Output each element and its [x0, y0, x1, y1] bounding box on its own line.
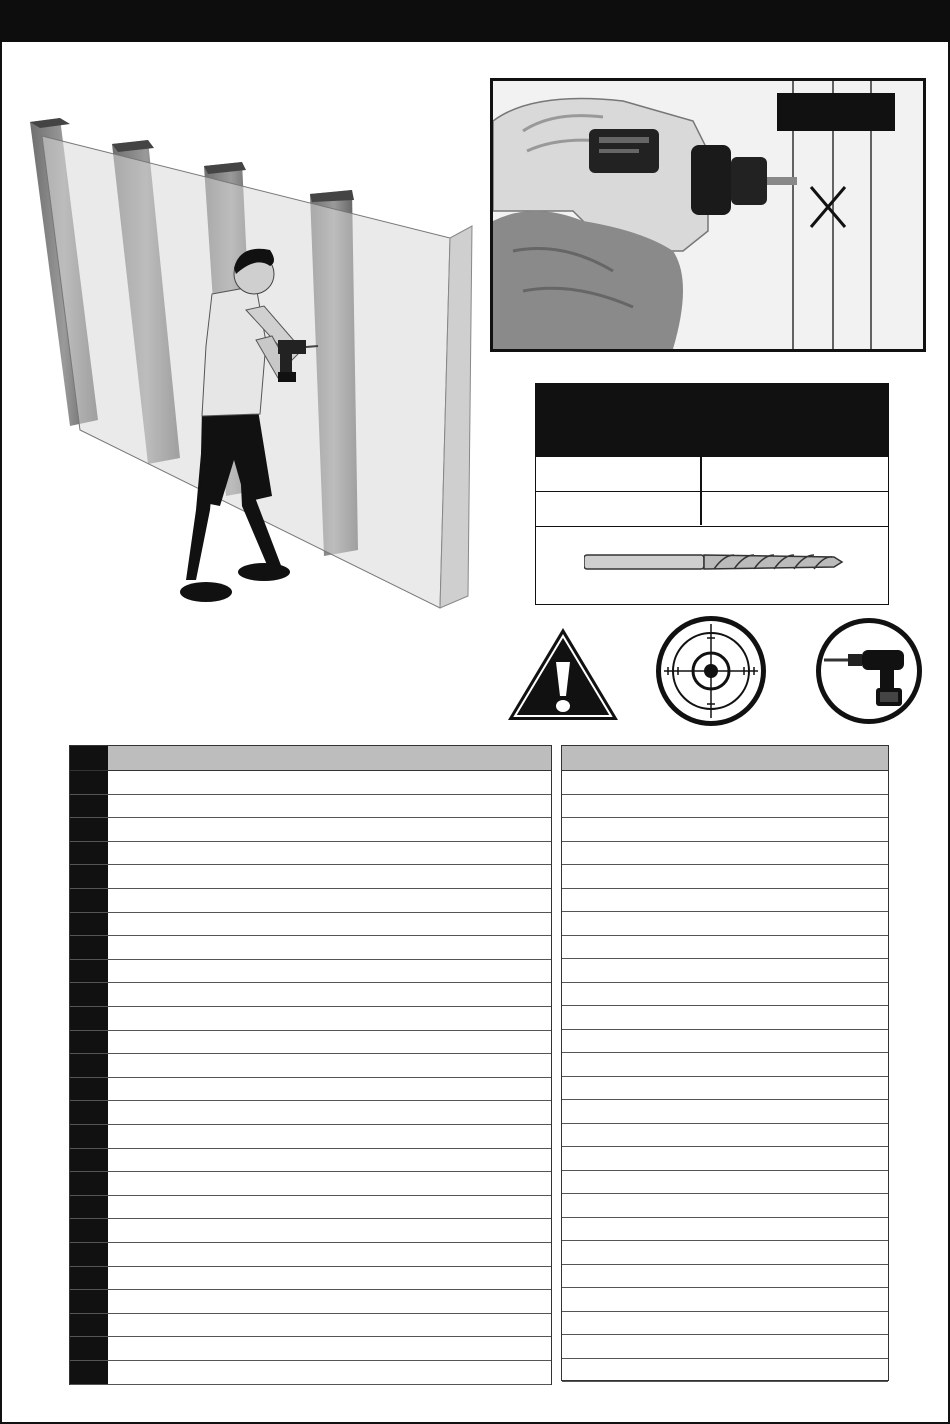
parts-list-row [70, 1267, 551, 1291]
row-number-cell [70, 771, 108, 794]
warning-icon [506, 626, 620, 722]
drill-closeup-photo [490, 78, 926, 352]
notes-list-row [562, 1241, 888, 1265]
row-number-cell [70, 1172, 108, 1195]
row-number-cell [70, 913, 108, 936]
notes-list-row [562, 1077, 888, 1101]
notes-list-row [562, 912, 888, 936]
notes-list-row [562, 1053, 888, 1077]
parts-list-row [70, 1054, 551, 1078]
row-number-cell [70, 818, 108, 841]
row-number-cell [70, 1243, 108, 1266]
row-number-cell [70, 1125, 108, 1148]
notes-list-row [562, 1147, 888, 1171]
parts-list-header [70, 746, 551, 771]
spec-drill-bit-row [536, 526, 888, 604]
parts-list-row [70, 865, 551, 889]
spec-column-header-2 [702, 421, 888, 456]
notes-list-row [562, 983, 888, 1007]
notes-list-row [562, 795, 888, 819]
row-number-cell [70, 1196, 108, 1219]
notes-list-header [562, 746, 888, 771]
notes-list-row [562, 1359, 888, 1383]
row-number-cell [70, 842, 108, 865]
notes-list-row [562, 1124, 888, 1148]
notes-list-table [561, 745, 889, 1381]
row-number-cell [70, 960, 108, 983]
row-number-cell [70, 1031, 108, 1054]
notes-list-row [562, 1312, 888, 1336]
row-number-cell [70, 1101, 108, 1124]
parts-list-row [70, 936, 551, 960]
row-number-cell [70, 1078, 108, 1101]
notes-list-row [562, 842, 888, 866]
parts-list-row [70, 1149, 551, 1173]
notes-list-row [562, 1288, 888, 1312]
parts-list-row [70, 1361, 551, 1385]
header-bar [0, 0, 950, 42]
parts-list-table [69, 745, 552, 1385]
notes-list-row [562, 1171, 888, 1195]
notes-list-row [562, 1218, 888, 1242]
parts-list-row [70, 1219, 551, 1243]
row-number-cell [70, 865, 108, 888]
notes-list-row [562, 1335, 888, 1359]
parts-list-row [70, 1078, 551, 1102]
cordless-drill-icon [814, 616, 924, 726]
parts-list-row [70, 1337, 551, 1361]
parts-list-row [70, 1125, 551, 1149]
row-number-cell [70, 1149, 108, 1172]
drill-bit-icon [584, 547, 844, 577]
parts-list-row [70, 795, 551, 819]
parts-list-row [70, 842, 551, 866]
parts-list-row [70, 1172, 551, 1196]
spec-column-header-1 [536, 421, 700, 456]
parts-list-row [70, 1243, 551, 1267]
row-number-cell [70, 936, 108, 959]
parts-list-row [70, 889, 551, 913]
parts-list-row [70, 1290, 551, 1314]
parts-list-row [70, 983, 551, 1007]
notes-list-row [562, 1194, 888, 1218]
notes-list-row [562, 889, 888, 913]
target-icon [654, 614, 768, 728]
drill-bit-spec-table [535, 383, 889, 605]
row-number-cell [70, 983, 108, 1006]
notes-list-row [562, 959, 888, 983]
notes-list-row [562, 818, 888, 842]
wall-scene-illustration [20, 110, 480, 620]
notes-list-row [562, 771, 888, 795]
parts-list-row [70, 1007, 551, 1031]
row-number-cell [70, 1290, 108, 1313]
parts-list-row [70, 1031, 551, 1055]
spec-row-2 [536, 491, 888, 526]
parts-list-row [70, 818, 551, 842]
row-number-cell [70, 889, 108, 912]
notes-list-row [562, 1265, 888, 1289]
notes-list-row [562, 936, 888, 960]
row-number-cell [70, 1007, 108, 1030]
notes-list-row [562, 1100, 888, 1124]
row-number-cell [70, 1337, 108, 1360]
row-number-cell [70, 1314, 108, 1337]
parts-list-row [70, 913, 551, 937]
row-number-cell [70, 1361, 108, 1384]
row-number-cell [70, 795, 108, 818]
notes-list-row [562, 1030, 888, 1054]
parts-list-row [70, 1101, 551, 1125]
parts-list-row [70, 771, 551, 795]
spec-row-1 [536, 456, 888, 491]
spec-table-title [536, 384, 888, 421]
stud-label-box [777, 93, 895, 131]
row-number-cell [70, 1267, 108, 1290]
row-number-cell [70, 1219, 108, 1242]
notes-list-row [562, 1006, 888, 1030]
parts-list-row [70, 1314, 551, 1338]
parts-list-row [70, 960, 551, 984]
notes-list-row [562, 865, 888, 889]
row-number-cell [70, 1054, 108, 1077]
parts-list-row [70, 1196, 551, 1220]
